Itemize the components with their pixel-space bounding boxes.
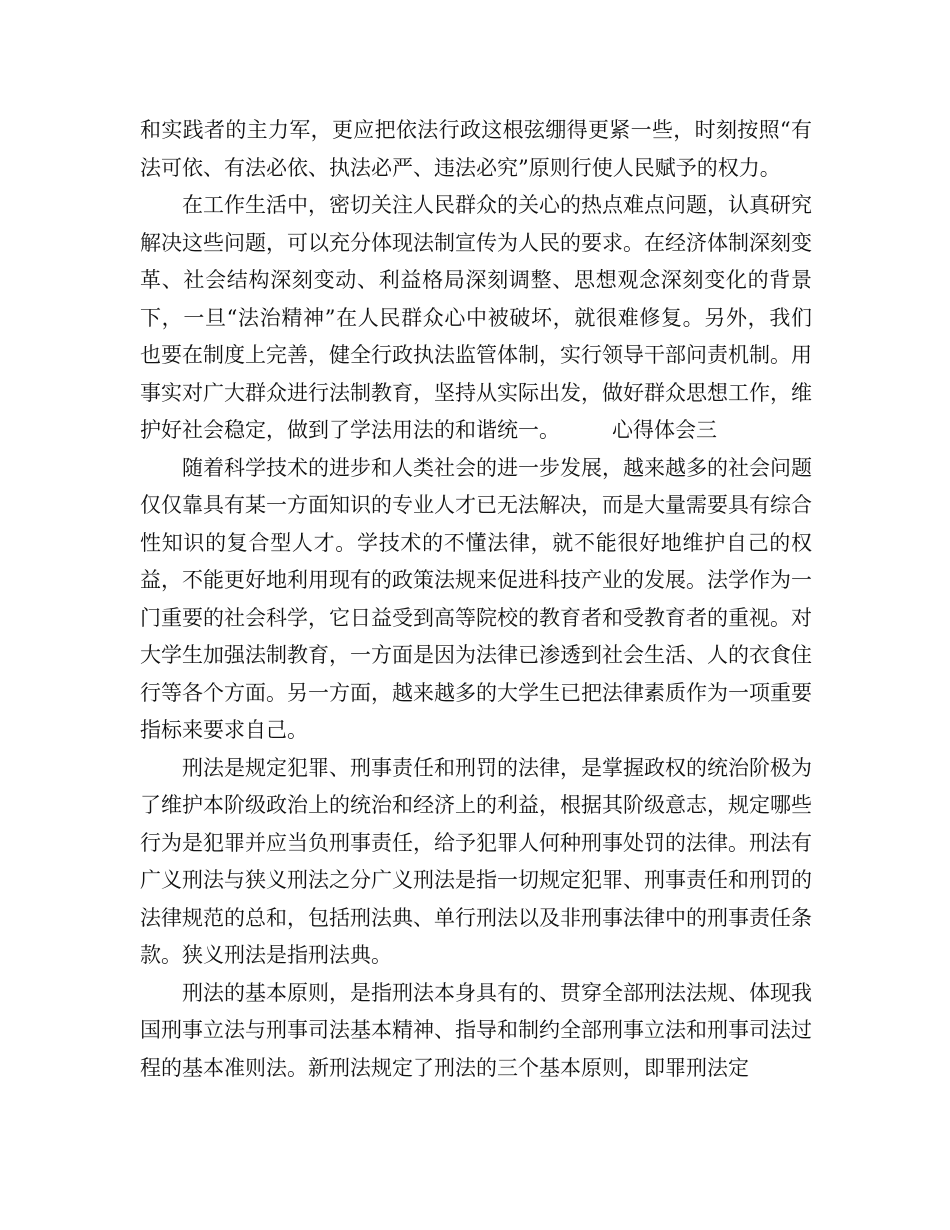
paragraph-5-text: 刑法的基本原则，是指刑法本身具有的、贯穿全部刑法法规、体现我国刑事立法与刑事司法基本精神、指导和制约全部刑事立法和刑事司法过程的基本准则法。新刑法规定了刑法的三个基本原则，即罪刑法定	[140, 980, 812, 1080]
paragraph-4	[140, 750, 812, 975]
paragraph-5	[140, 975, 812, 1088]
document-body	[140, 112, 812, 1087]
paragraph-1-text: 和实践者的主力军，更应把依法行政这根弦绷得更紧一些，时刻按照“有法可依、有法必依、执法必严、违法必究”原则行使人民赋予的权力。	[140, 118, 812, 180]
paragraph-2	[140, 187, 812, 450]
paragraph-4-text: 刑法是规定犯罪、刑事责任和刑罚的法律，是掌握政权的统治阶极为了维护本阶级政治上的统治和经济上的利益，根据其阶级意志，规定哪些行为是犯罪并应当负刑事责任，给予犯罪人何种刑事处罚的法律。刑法有广义刑法与狭义刑法之分广义刑法是指一切规定犯罪、刑事责任和刑罚的法律规范的总和，包括刑法典、单行刑法以及非刑事法律中的刑事责任条款。狭义刑法是指刑法典。	[140, 755, 812, 967]
paragraph-3	[140, 450, 812, 750]
paragraph-2-text: 在工作生活中，密切关注人民群众的关心的热点难点问题，认真研究解决这些问题，可以充分体现法制宣传为人民的要求。在经济体制深刻变革、社会结构深刻变动、利益格局深刻调整、思想观念深刻变化的背景下，一旦“法治精神”在人民群众心中被破坏，就很难修复。另外，我们也要在制度上完善，健全行政执法监管体制，实行领导干部问责机制。用事实对广大群众进行法制教育，坚持从实际出发，做好群众思想工作，维护好社会稳定，做到了学法用法的和谐统一。	[140, 193, 812, 442]
section-heading-3: 心得体会三	[612, 418, 717, 442]
paragraph-1	[140, 112, 812, 187]
paragraph-3-text: 随着科学技术的进步和人类社会的进一步发展，越来越多的社会问题仅仅靠具有某一方面知识的专业人才已无法解决，而是大量需要具有综合性知识的复合型人才。学技术的不懂法律，就不能很好地维护自己的权益，不能更好地利用现有的政策法规来促进科技产业的发展。法学作为一门重要的社会科学，它日益受到高等院校的教育者和受教育者的重视。对大学生加强法制教育，一方面是因为法律已渗透到社会生活、人的衣食住行等各个方面。另一方面，越来越多的大学生已把法律素质作为一项重要指标来要求自己。	[140, 455, 812, 742]
